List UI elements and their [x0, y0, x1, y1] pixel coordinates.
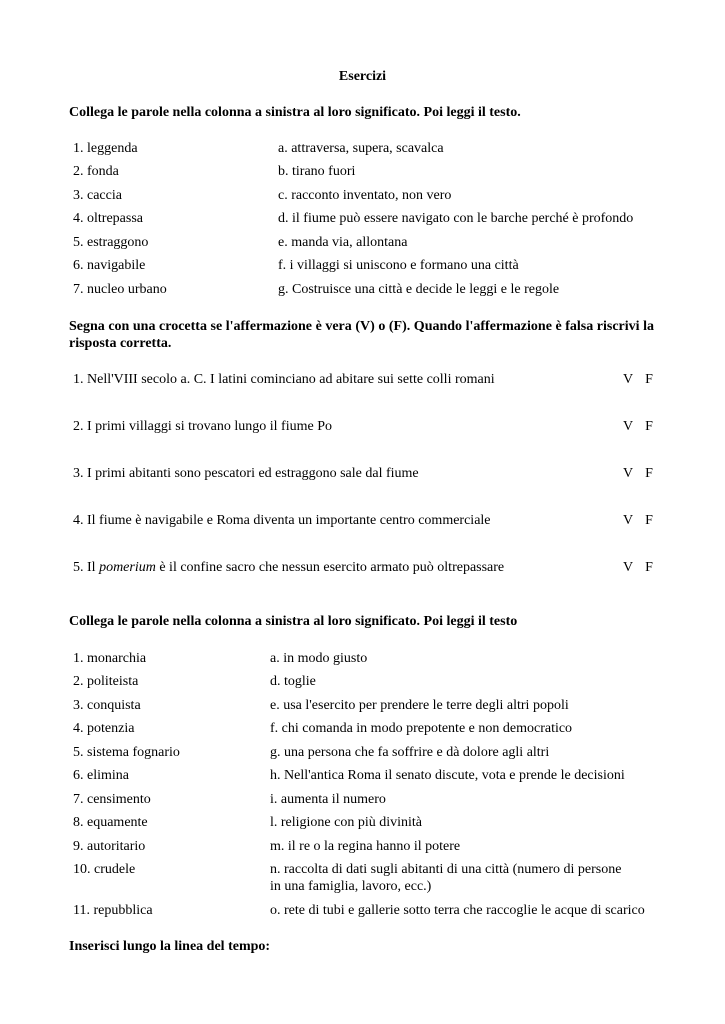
list-item — [0, 902, 725, 922]
list-item — [0, 744, 725, 764]
section1-heading: Collega le parole nella colonna a sinistra al loro significato. Poi leggi il testo. — [69, 105, 521, 120]
false-option[interactable]: F — [645, 560, 653, 575]
true-false-choice[interactable] — [623, 371, 653, 388]
definition: l. religione con più divinità — [270, 815, 423, 830]
section4-heading: Inserisci lungo la linea del tempo: — [69, 939, 271, 954]
term: 6. navigabile — [73, 258, 146, 273]
term: 3. conquista — [73, 698, 141, 713]
list-item — [0, 163, 725, 183]
definition: i. aumenta il numero — [270, 792, 386, 807]
definition: a. in modo giusto — [270, 651, 368, 666]
term: 11. repubblica — [73, 903, 153, 918]
term: 7. nucleo urbano — [73, 282, 167, 297]
false-option[interactable]: F — [645, 466, 653, 481]
list-item — [0, 720, 725, 740]
term: 3. caccia — [73, 188, 122, 203]
definition: m. il re o la regina hanno il potere — [270, 839, 461, 854]
term: 9. autoritario — [73, 839, 146, 854]
false-option[interactable]: F — [645, 419, 653, 434]
list-item — [0, 257, 725, 277]
list-item — [0, 697, 725, 717]
definition: g. Costruisce una città e decide le leggi e le regole — [278, 282, 560, 297]
true-false-choice[interactable] — [623, 465, 653, 482]
section3-heading: Collega le parole nella colonna a sinistra al loro significato. Poi leggi il testo — [69, 614, 518, 629]
false-option[interactable]: F — [645, 372, 653, 387]
definition: n. raccolta di dati sugli abitanti di una città (numero di persone — [270, 862, 622, 877]
term: 2. politeista — [73, 674, 139, 689]
definition: f. chi comanda in modo prepotente e non democratico — [270, 721, 573, 736]
statement-emphasis: pomerium — [99, 560, 156, 575]
list-item — [0, 861, 725, 901]
true-option[interactable]: V — [623, 466, 634, 481]
statement: 2. I primi villaggi si trovano lungo il fiume Po — [73, 419, 332, 434]
statement: 3. I primi abitanti sono pescatori ed estraggono sale dal fiume — [73, 466, 419, 481]
definition: f. i villaggi si uniscono e formano una città — [278, 258, 519, 273]
list-item — [0, 140, 725, 160]
list-item — [0, 767, 725, 787]
list-item — [0, 650, 725, 670]
statement-suffix: è il confine sacro che nessun esercito armato può oltrepassare — [155, 560, 505, 575]
statement: 1. Nell'VIII secolo a. C. I latini cominciano ad abitare sui sette colli romani — [73, 372, 495, 387]
term: 1. leggenda — [73, 141, 138, 156]
term: 5. estraggono — [73, 235, 149, 250]
statement — [73, 559, 504, 576]
definition: e. usa l'esercito per prendere le terre degli altri popoli — [270, 698, 569, 713]
term: 4. oltrepassa — [73, 211, 143, 226]
list-item — [0, 673, 725, 693]
term: 1. monarchia — [73, 651, 147, 666]
list-item — [0, 814, 725, 834]
list-item — [0, 791, 725, 811]
true-false-choice[interactable] — [623, 512, 653, 529]
term: 8. equamente — [73, 815, 148, 830]
statement-prefix: 5. Il — [73, 560, 100, 575]
term: 6. elimina — [73, 768, 129, 783]
term: 4. potenzia — [73, 721, 135, 736]
definition: c. racconto inventato, non vero — [278, 188, 452, 203]
definition: d. toglie — [270, 674, 316, 689]
true-false-choice[interactable] — [623, 559, 653, 576]
page-title: Esercizi — [338, 69, 387, 84]
true-option[interactable]: V — [623, 372, 634, 387]
term: 2. fonda — [73, 164, 119, 179]
section2-heading: Segna con una crocetta se l'affermazione è vera (V) o (F). Quando l'affermazione è falsa riscrivi la risposta corretta. — [69, 319, 654, 351]
list-item — [0, 234, 725, 254]
list-item — [0, 838, 725, 858]
statement: 4. Il fiume è navigabile e Roma diventa un importante centro commerciale — [73, 513, 491, 528]
definition: e. manda via, allontana — [278, 235, 408, 250]
true-false-choice[interactable] — [623, 418, 653, 435]
list-item — [0, 210, 725, 230]
list-item — [0, 281, 725, 301]
definition: g. una persona che fa soffrire e dà dolore agli altri — [270, 745, 550, 760]
definition: d. il fiume può essere navigato con le barche perché è profondo — [278, 211, 634, 226]
term: 7. censimento — [73, 792, 151, 807]
definition: b. tirano fuori — [278, 164, 356, 179]
definition: o. rete di tubi e gallerie sotto terra che raccoglie le acque di scarico — [270, 903, 645, 918]
term: 10. crudele — [73, 862, 136, 877]
definition: h. Nell'antica Roma il senato discute, vota e prende le decisioni — [270, 768, 625, 783]
false-option[interactable]: F — [645, 513, 653, 528]
term: 5. sistema fognario — [73, 745, 180, 760]
list-item — [0, 187, 725, 207]
true-option[interactable]: V — [623, 560, 634, 575]
true-option[interactable]: V — [623, 513, 634, 528]
definition: a. attraversa, supera, scavalca — [278, 141, 444, 156]
definition-continued: in una famiglia, lavoro, ecc.) — [270, 879, 432, 894]
true-option[interactable]: V — [623, 419, 634, 434]
